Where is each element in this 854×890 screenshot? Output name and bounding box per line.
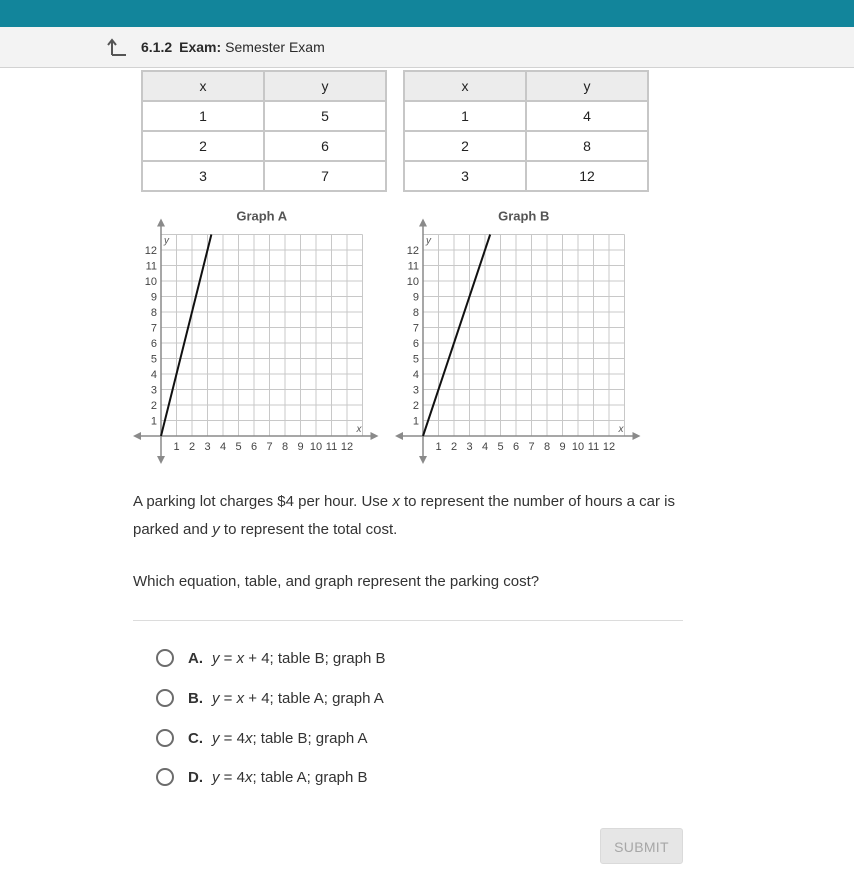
- choice-text: [212, 690, 384, 707]
- y-tick-label: 5: [412, 353, 419, 366]
- x-tick-label: 11: [587, 441, 600, 453]
- divider: [133, 620, 683, 621]
- y-tick-label: 12: [144, 245, 157, 257]
- variable-y: y: [212, 521, 220, 538]
- y-tick-label: 7: [150, 322, 157, 335]
- submit-button[interactable]: SUBMIT: [600, 828, 683, 864]
- choice-eq: = 4: [219, 730, 245, 747]
- x-tick-label: 10: [309, 441, 323, 453]
- y-tick-label: 7: [412, 322, 419, 335]
- table-cell: 4: [526, 101, 648, 131]
- table-cell: 8: [526, 131, 648, 161]
- table-cell: 3: [404, 161, 526, 191]
- table-cell: 7: [264, 161, 386, 191]
- y-tick-label: 12: [406, 245, 419, 257]
- table-header: y: [264, 71, 386, 101]
- page-title: Semester Exam: [225, 39, 325, 55]
- y-tick-label: 1: [412, 415, 419, 428]
- choice-rest: + 4; table B; graph B: [244, 650, 386, 667]
- x-tick-label: 11: [325, 441, 338, 453]
- radio-button[interactable]: [156, 689, 174, 707]
- x-tick-label: 12: [340, 441, 354, 453]
- y-tick-label: 11: [407, 260, 419, 273]
- choice-letter: C.: [188, 730, 203, 747]
- radio-button[interactable]: [156, 649, 174, 667]
- table-header: y: [526, 71, 648, 101]
- y-tick-label: 5: [150, 353, 157, 366]
- variable-x: x: [392, 493, 400, 510]
- table-cell: 1: [404, 101, 526, 131]
- x-axis-arrow: [371, 432, 379, 440]
- x-tick-label: 1: [435, 441, 442, 453]
- y-tick-label: 9: [150, 291, 157, 304]
- x-tick-label: 3: [466, 441, 473, 453]
- y-axis-label: y: [164, 235, 169, 247]
- choice-letter: B.: [188, 690, 203, 707]
- y-tick-label: 6: [150, 338, 157, 350]
- x-axis-arrow: [133, 432, 141, 440]
- y-tick-label: 3: [412, 384, 419, 397]
- y-tick-label: 2: [412, 400, 419, 412]
- y-axis-arrow: [157, 219, 165, 227]
- y-axis-label: y: [426, 235, 431, 247]
- y-tick-label: 1: [150, 415, 157, 428]
- x-tick-label: 7: [266, 441, 273, 453]
- y-tick-label: 10: [144, 276, 157, 288]
- x-axis-label: x: [618, 424, 624, 435]
- choice-var: y: [212, 769, 220, 786]
- graph-title: Graph A: [236, 208, 288, 224]
- x-axis-label: x: [356, 424, 362, 435]
- choice-text: [212, 650, 385, 667]
- table-cell: 1: [142, 101, 264, 131]
- x-tick-label: 9: [297, 441, 304, 453]
- choice-rest: + 4; table A; graph A: [244, 690, 384, 707]
- radio-button[interactable]: [156, 768, 174, 786]
- y-tick-label: 11: [145, 260, 157, 273]
- graph-b: [392, 205, 642, 465]
- x-tick-label: 2: [188, 441, 196, 453]
- choice-var: x: [244, 730, 253, 747]
- table-cell: 2: [404, 131, 526, 161]
- graph-a: [130, 205, 380, 465]
- choice-letter: A.: [188, 650, 203, 667]
- question-part: A parking lot charges $4 per hour. Use: [133, 493, 393, 510]
- question-text: [133, 488, 693, 544]
- y-axis-arrow: [419, 219, 427, 227]
- table-cell: 2: [142, 131, 264, 161]
- y-axis-arrow: [419, 456, 427, 464]
- table-header: x: [142, 71, 264, 101]
- back-arrow-icon[interactable]: [106, 36, 128, 58]
- radio-button[interactable]: [156, 729, 174, 747]
- table-cell: 5: [264, 101, 386, 131]
- series-line: [423, 235, 490, 437]
- table-cell: 12: [526, 161, 648, 191]
- x-tick-label: 5: [235, 441, 242, 453]
- table-cell: 6: [264, 131, 386, 161]
- y-tick-label: 2: [150, 400, 157, 412]
- y-tick-label: 4: [150, 369, 157, 381]
- series-line: [161, 235, 211, 437]
- y-tick-label: 3: [150, 384, 157, 397]
- x-tick-label: 6: [512, 441, 520, 453]
- choice-var: x: [236, 650, 245, 667]
- x-axis-arrow: [395, 432, 403, 440]
- breadcrumb: [141, 39, 325, 55]
- choice-rest: ; table B; graph A: [252, 730, 368, 747]
- lesson-type: Exam:: [179, 39, 222, 55]
- x-tick-label: 7: [528, 441, 535, 453]
- choice-var: y: [212, 690, 220, 707]
- table-header: x: [404, 71, 526, 101]
- x-tick-label: 4: [219, 441, 227, 453]
- y-tick-label: 9: [412, 291, 419, 304]
- table-a: [141, 70, 387, 192]
- y-tick-label: 8: [150, 307, 157, 319]
- x-tick-label: 8: [543, 441, 551, 453]
- x-tick-label: 10: [571, 441, 585, 453]
- y-tick-label: 6: [412, 338, 419, 350]
- exam-header: [0, 27, 854, 68]
- y-axis-arrow: [157, 456, 165, 464]
- choice-var: x: [244, 769, 253, 786]
- x-tick-label: 8: [281, 441, 289, 453]
- choice-eq: =: [219, 690, 237, 707]
- x-axis-arrow: [633, 432, 641, 440]
- question-part: to represent the total cost.: [219, 521, 398, 538]
- graph-title: Graph B: [498, 208, 550, 224]
- question-part: to represent the number of hours a car is parked and: [133, 493, 675, 538]
- y-tick-label: 4: [412, 369, 419, 381]
- top-bar: [0, 0, 854, 27]
- x-tick-label: 3: [204, 441, 211, 453]
- x-tick-label: 6: [250, 441, 258, 453]
- table-b: [403, 70, 649, 192]
- y-tick-label: 10: [406, 276, 419, 288]
- table-cell: 3: [142, 161, 264, 191]
- choice-var: y: [212, 650, 220, 667]
- choice-letter: D.: [188, 769, 203, 786]
- x-tick-label: 2: [450, 441, 458, 453]
- choice-eq: =: [219, 650, 237, 667]
- choice-rest: ; table A; graph B: [252, 769, 368, 786]
- x-tick-label: 1: [173, 441, 180, 453]
- x-tick-label: 12: [602, 441, 616, 453]
- y-tick-label: 8: [412, 307, 419, 319]
- x-tick-label: 5: [497, 441, 504, 453]
- choice-var: y: [212, 730, 220, 747]
- x-tick-label: 9: [559, 441, 566, 453]
- choice-var: x: [236, 690, 245, 707]
- question-prompt: Which equation, table, and graph represent the parking cost?: [133, 573, 540, 590]
- choice-eq: = 4: [219, 769, 245, 786]
- choice-text: [212, 769, 368, 786]
- x-tick-label: 4: [481, 441, 489, 453]
- lesson-number: 6.1.2: [141, 39, 173, 55]
- choice-text: [212, 730, 368, 747]
